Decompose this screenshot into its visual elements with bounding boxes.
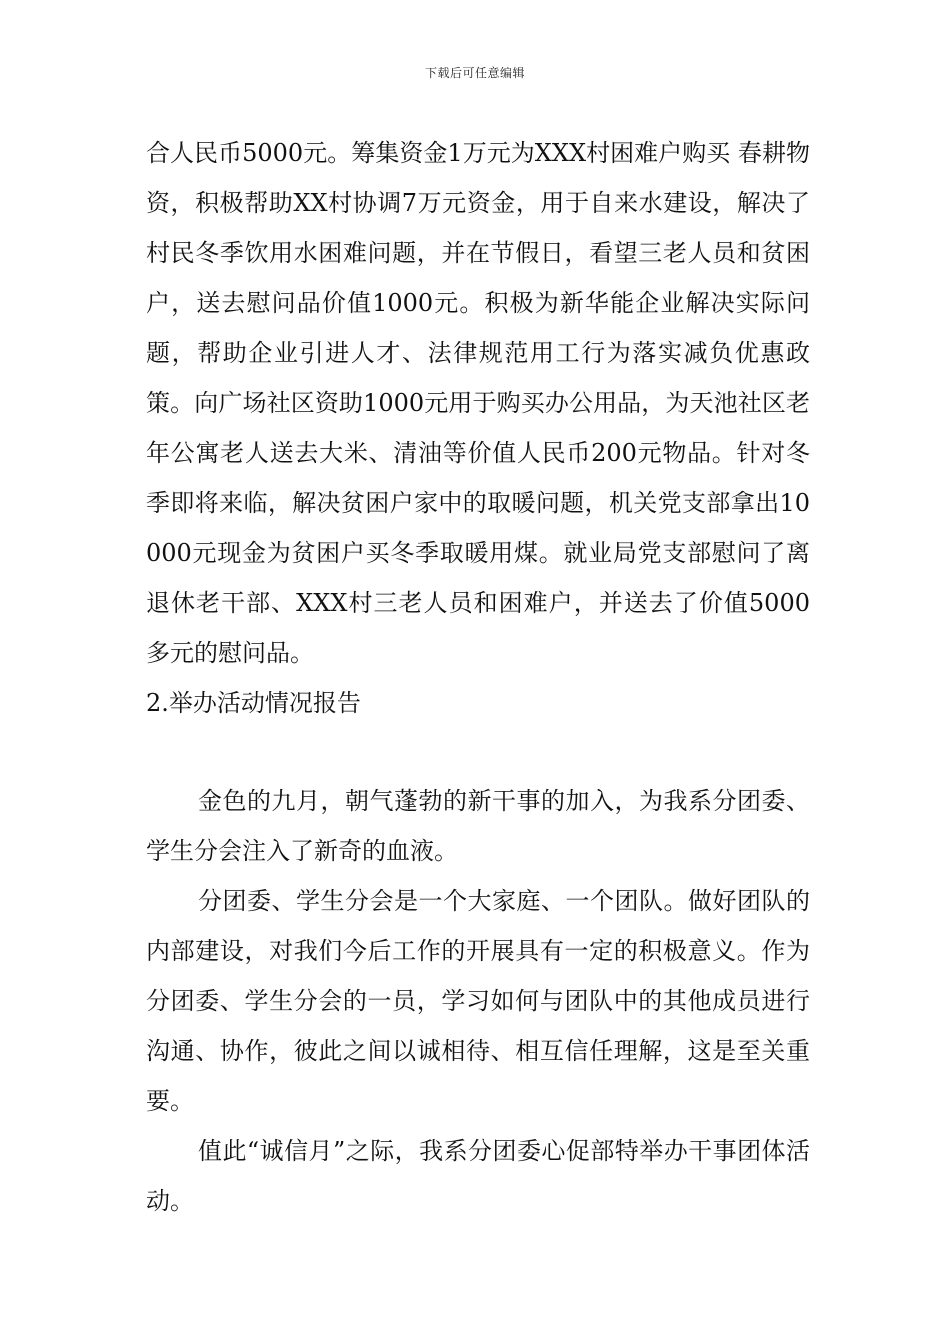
blank-line [146,728,810,776]
document-body [146,128,810,1226]
page-header: 下载后可任意编辑 [424,66,525,80]
paragraph-integrity-month: 值此“诚信月”之际，我系分团委心促部特举办干事团体活动。 [146,1137,810,1215]
paragraph-donations: 合人民币5000元。筹集资金1万元为XXX村困难户购买 春耕物资，积极帮助XX村协调7万元资金，用于自来水建设，解决了村民冬季饮用水困难问题，并在节假日，看望三老人员和贫困户，送去慰问品价值1000元。积极为新华能企业解决实际问题，帮助企业引进人才、法律规范用工行为落实减负优惠政策。向广场社区资助1000元用于购买办公用品，为天池社区老年公寓老人送去大米、清油等价值人民币200元物品。针对冬季即将来临，解决贫困户家中的取暖问题，机关党支部拿出10000元现金为贫困户买冬季取暖用煤。就业局党支部慰问了离退休老干部、XXX村三老人员和困难户，并送去了价值5000多元的慰问品。 [146,139,810,667]
section-heading: 2.举办活动情况报告 [146,689,361,717]
paragraph-september: 金色的九月，朝气蓬勃的新干事的加入，为我系分团委、学生分会注入了新奇的血液。 [146,787,810,865]
paragraph-team: 分团委、学生分会是一个大家庭、一个团队。做好团队的内部建设，对我们今后工作的开展具有一定的积极意义。作为分团委、学生分会的一员，学习如何与团队中的其他成员进行沟通、协作，彼此之间以诚相待、相互信任理解，这是至关重要。 [146,887,810,1115]
